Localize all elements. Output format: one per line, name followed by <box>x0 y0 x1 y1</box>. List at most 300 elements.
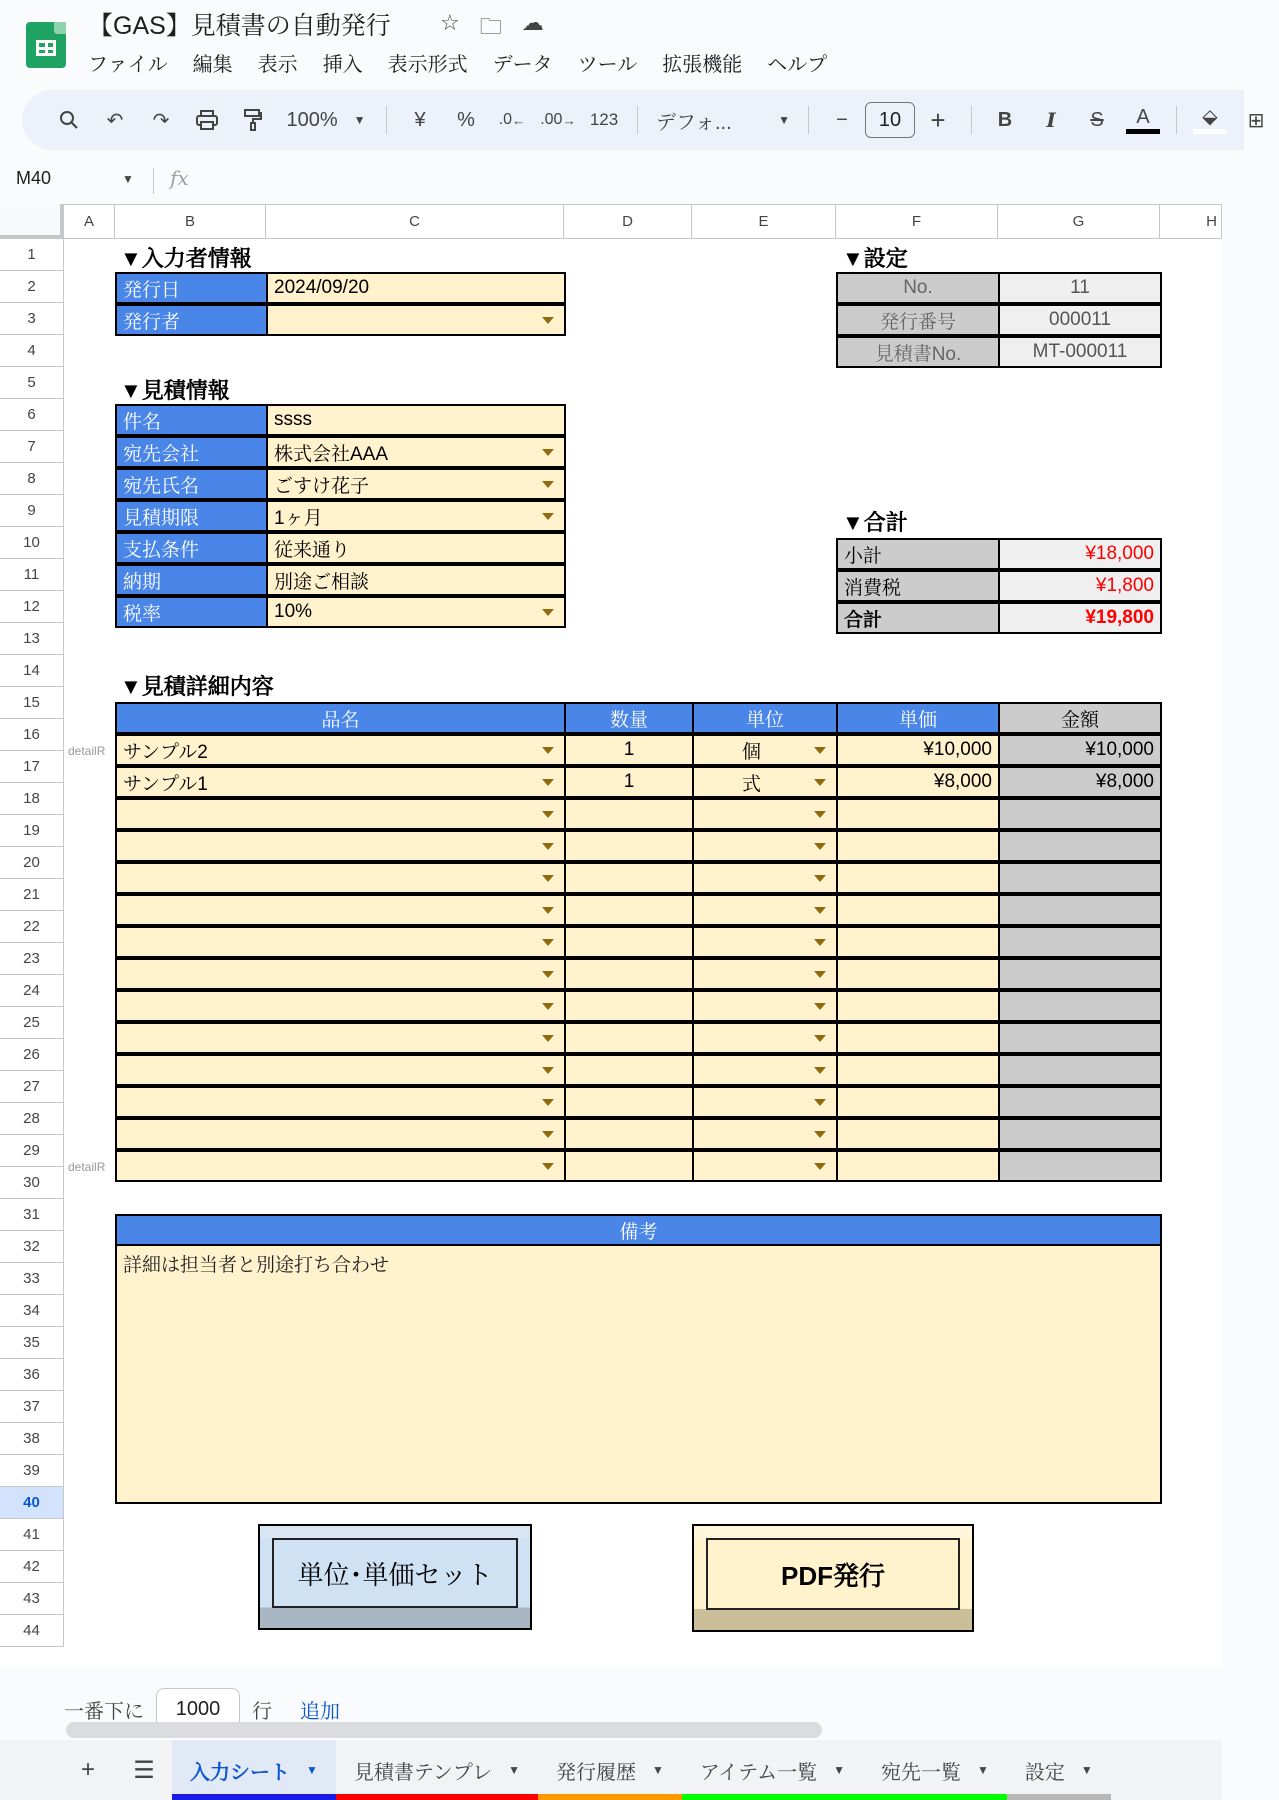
unit-select[interactable] <box>692 990 838 1022</box>
header-quantity: 数量 <box>564 702 694 734</box>
item-name-select[interactable] <box>115 1086 566 1118</box>
dropdown-arrow-icon[interactable] <box>542 481 554 488</box>
dropdown-arrow-icon[interactable] <box>542 1163 554 1170</box>
number-format-button[interactable]: 123 <box>589 110 619 129</box>
quantity-field[interactable] <box>564 1118 694 1150</box>
row-header[interactable]: 1 <box>0 239 64 271</box>
estimate-value: 1ヶ月 <box>274 507 323 529</box>
unit-select[interactable] <box>692 1150 838 1182</box>
row-header[interactable]: 17 <box>0 751 64 783</box>
toolbar-divider <box>386 106 387 134</box>
chevron-down-icon: ▼ <box>778 113 790 127</box>
setting-no-value[interactable]: 11 <box>998 272 1162 304</box>
search-icon[interactable] <box>46 100 92 140</box>
sheet-tab-color-bar <box>538 1794 682 1800</box>
unit-select[interactable] <box>692 926 838 958</box>
label-no: No. <box>836 272 1000 304</box>
section-title-inputter: ▼入力者情報 <box>120 246 252 271</box>
label-total: 合計 <box>836 602 1000 634</box>
dropdown-arrow-icon[interactable] <box>814 747 826 754</box>
item-name-select[interactable] <box>115 1022 566 1054</box>
item-name-select[interactable] <box>115 1150 566 1182</box>
strikethrough-button[interactable] <box>1074 100 1120 140</box>
add-rows-button[interactable]: 追加 <box>300 1700 340 1723</box>
quantity-field[interactable] <box>564 1054 694 1086</box>
unit-select[interactable] <box>692 766 838 798</box>
unit-price-field-value: ¥10,000 <box>923 739 992 760</box>
sheet-tab-color-bar <box>172 1794 336 1800</box>
sheet-tab-label: 設定 <box>1024 1761 1065 1784</box>
estimate-select[interactable] <box>266 500 566 532</box>
menu-view[interactable]: 表示 <box>257 54 298 76</box>
amount-cell[interactable] <box>998 734 1162 766</box>
dropdown-arrow-icon[interactable] <box>814 1003 826 1010</box>
quantity-field[interactable] <box>564 766 694 798</box>
unit-price-field[interactable] <box>836 734 1000 766</box>
amount-cell[interactable] <box>998 1022 1162 1054</box>
dropdown-arrow-icon[interactable] <box>542 317 554 324</box>
dropdown-arrow-icon[interactable] <box>542 971 554 978</box>
header-amount: 金額 <box>998 702 1162 734</box>
dropdown-arrow-icon[interactable] <box>814 843 826 850</box>
unit-select[interactable] <box>692 1086 838 1118</box>
unit-price-field[interactable] <box>836 766 1000 798</box>
dropdown-arrow-icon[interactable] <box>542 907 554 914</box>
item-name-select[interactable] <box>115 1118 566 1150</box>
dropdown-arrow-icon[interactable] <box>542 875 554 882</box>
quantity-field[interactable] <box>564 1086 694 1118</box>
estimate-label: 税率 <box>115 596 268 628</box>
item-name-select-value: サンプル2 <box>123 741 208 763</box>
font-size-decrease-button[interactable]: − <box>836 108 848 131</box>
row-header[interactable]: 5 <box>0 367 64 399</box>
menu-bar <box>88 48 827 77</box>
estimate-select[interactable] <box>266 596 566 628</box>
item-name-select[interactable] <box>115 926 566 958</box>
chevron-down-icon[interactable]: ▼ <box>833 1763 845 1777</box>
horizontal-scrollbar[interactable] <box>66 1722 822 1738</box>
unit-select[interactable] <box>692 1054 838 1086</box>
menu-file[interactable]: ファイル <box>88 54 168 76</box>
estimate-value: ssss <box>274 409 312 430</box>
quantity-field[interactable] <box>564 1022 694 1054</box>
estimate-label: 宛先氏名 <box>115 468 268 500</box>
estimate-field[interactable] <box>266 404 566 436</box>
unit-price-field[interactable] <box>836 1022 1000 1054</box>
item-name-select-value: サンプル1 <box>123 773 208 795</box>
dropdown-arrow-icon[interactable] <box>814 811 826 818</box>
dropdown-arrow-icon[interactable] <box>542 1131 554 1138</box>
column-header-g[interactable]: G <box>998 204 1160 239</box>
quantity-field[interactable] <box>564 734 694 766</box>
strikethrough-icon: S <box>1090 108 1104 131</box>
sheet-tab-label: 宛先一覧 <box>880 1761 961 1784</box>
toolbar <box>22 90 1265 150</box>
amount-cell[interactable] <box>998 830 1162 862</box>
quantity-field[interactable] <box>564 1150 694 1182</box>
move-to-folder-icon[interactable]: 🗀 <box>479 14 502 39</box>
label-subtotal: 小計 <box>836 538 1000 570</box>
sheet-tab-color-bar <box>336 1794 538 1800</box>
quantity-field[interactable] <box>564 926 694 958</box>
dropdown-arrow-icon[interactable] <box>542 1067 554 1074</box>
notes-header: 備考 <box>115 1214 1162 1246</box>
sheet-tabs <box>172 1740 1111 1800</box>
dropdown-arrow-icon[interactable] <box>542 843 554 850</box>
label-estimate-no: 見積書No. <box>836 336 1000 368</box>
column-header-d[interactable]: D <box>564 204 692 239</box>
toolbar-divider <box>637 106 638 134</box>
section-title-estimate: ▼見積情報 <box>120 378 230 403</box>
row-header[interactable]: 14 <box>0 655 64 687</box>
quantity-field[interactable] <box>564 830 694 862</box>
increase-decimal-button[interactable]: .00 → <box>540 111 576 128</box>
menu-extensions[interactable]: 拡張機能 <box>662 54 743 76</box>
dropdown-arrow-icon[interactable] <box>542 1099 554 1106</box>
amount-cell[interactable] <box>998 798 1162 830</box>
menu-tools[interactable]: ツール <box>577 54 638 76</box>
estimate-value: ごすけ花子 <box>274 475 370 497</box>
text-color-button[interactable] <box>1120 100 1166 140</box>
add-rows-count-input[interactable]: 1000 <box>156 1688 240 1730</box>
issue-date-field[interactable]: 2024/09/20 <box>266 272 566 304</box>
row-header[interactable]: 22 <box>0 911 64 943</box>
unit-select[interactable] <box>692 798 838 830</box>
row-header[interactable]: 29 <box>0 1135 64 1167</box>
italic-button[interactable] <box>1028 100 1074 140</box>
row-header[interactable]: 44 <box>0 1615 64 1647</box>
row-header[interactable]: 42 <box>0 1551 64 1583</box>
header-item-name: 品名 <box>115 702 566 734</box>
chevron-down-icon[interactable]: ▼ <box>651 1763 664 1777</box>
row-header[interactable]: 34 <box>0 1295 64 1327</box>
label-tax: 消費税 <box>836 570 1000 602</box>
setting-issue-number-value[interactable]: 000011 <box>998 304 1162 336</box>
notes-field[interactable]: 詳細は担当者と別途打ち合わせ <box>115 1246 1162 1504</box>
row-header[interactable]: 8 <box>0 463 64 495</box>
unit-select[interactable] <box>692 1022 838 1054</box>
item-name-select[interactable] <box>115 830 566 862</box>
paint-format-icon[interactable] <box>230 100 276 140</box>
row-header[interactable]: 13 <box>0 623 64 655</box>
column-header-f[interactable]: F <box>836 204 998 239</box>
sheet-tab-label: 見積書テンプレ <box>353 1761 493 1784</box>
currency-format-button[interactable]: ¥ <box>414 108 426 131</box>
sheet-tab-label: アイテム一覧 <box>699 1761 818 1784</box>
sheet-tab[interactable] <box>538 1740 682 1800</box>
unit-price-field[interactable] <box>836 798 1000 830</box>
add-sheet-icon[interactable]: + <box>80 1756 95 1783</box>
row-header[interactable]: 31 <box>0 1199 64 1231</box>
header-unit-price: 単価 <box>836 702 1000 734</box>
amount-cell[interactable] <box>998 1150 1162 1182</box>
fx-icon: fx <box>170 166 189 190</box>
chevron-down-icon[interactable]: ▼ <box>306 1763 318 1777</box>
unit-price-field[interactable] <box>836 894 1000 926</box>
quantity-field-value: 1 <box>623 771 635 792</box>
column-header-c[interactable]: C <box>266 204 564 239</box>
dropdown-arrow-icon[interactable] <box>542 747 554 754</box>
unit-price-field[interactable] <box>836 862 1000 894</box>
issuer-select[interactable] <box>266 304 566 336</box>
dropdown-arrow-icon[interactable] <box>814 1035 826 1042</box>
title-icons <box>440 10 544 48</box>
sheet-tab[interactable] <box>172 1740 336 1800</box>
dropdown-arrow-icon[interactable] <box>542 513 554 520</box>
star-icon[interactable]: ☆ <box>440 10 460 35</box>
row-header[interactable]: 4 <box>0 335 64 367</box>
sheet-tab[interactable] <box>863 1740 1007 1800</box>
estimate-value: 10% <box>274 601 313 622</box>
dropdown-arrow-icon[interactable] <box>814 907 826 914</box>
item-name-select[interactable] <box>115 798 566 830</box>
item-name-select[interactable] <box>115 958 566 990</box>
paint-bucket-icon: ⬙ <box>1202 105 1218 128</box>
label-issue-number: 発行番号 <box>836 304 1000 336</box>
estimate-field[interactable] <box>266 532 566 564</box>
chevron-down-icon[interactable]: ▼ <box>976 1763 989 1777</box>
row-header[interactable]: 26 <box>0 1039 64 1071</box>
amount-cell[interactable] <box>998 894 1162 926</box>
toolbar-divider <box>1176 106 1177 134</box>
row-header[interactable]: 18 <box>0 783 64 815</box>
unit-select[interactable] <box>692 830 838 862</box>
dropdown-arrow-icon[interactable] <box>542 449 554 456</box>
zoom-value: 100% <box>286 108 338 131</box>
sheet-tab-label: 入力シート <box>190 1761 290 1784</box>
section-title-totals: ▼合計 <box>842 510 908 535</box>
formula-divider <box>153 168 154 194</box>
unit-select[interactable] <box>692 894 838 926</box>
menu-edit[interactable]: 編集 <box>192 54 233 76</box>
quantity-field[interactable] <box>564 798 694 830</box>
unit-price-field[interactable] <box>836 1086 1000 1118</box>
unit-price-field-value: ¥8,000 <box>933 771 992 792</box>
dropdown-arrow-icon[interactable] <box>814 939 826 946</box>
estimate-label: 見積期限 <box>115 500 268 532</box>
dropdown-arrow-icon[interactable] <box>814 1099 826 1106</box>
redo-icon[interactable]: ↷ <box>152 109 170 132</box>
dropdown-arrow-icon[interactable] <box>542 811 554 818</box>
row-header[interactable]: 15 <box>0 687 64 719</box>
row-header[interactable]: 20 <box>0 847 64 879</box>
font-select[interactable] <box>648 100 798 140</box>
unit-price-field[interactable] <box>836 990 1000 1022</box>
font-size-increase-button[interactable]: + <box>930 104 946 135</box>
amount-cell[interactable] <box>998 926 1162 958</box>
sheet-tab-color-bar <box>1007 1794 1111 1800</box>
estimate-value: 従来通り <box>274 539 351 561</box>
sheet-tab[interactable] <box>336 1740 538 1800</box>
section-title-details: ▼見積詳細内容 <box>120 674 274 699</box>
menu-insert[interactable]: 挿入 <box>322 54 363 76</box>
amount-cell-value: ¥8,000 <box>1095 771 1154 792</box>
quantity-field[interactable] <box>564 862 694 894</box>
bold-button[interactable] <box>982 100 1028 140</box>
quantity-field-value: 1 <box>623 739 635 760</box>
amount-cell[interactable] <box>998 1118 1162 1150</box>
label-issue-date: 発行日 <box>115 272 268 304</box>
borders-icon[interactable]: ⊞ <box>1247 109 1265 132</box>
row-header[interactable]: 32 <box>0 1231 64 1263</box>
section-title-settings: ▼設定 <box>842 246 908 271</box>
quantity-field[interactable] <box>564 894 694 926</box>
column-header-e[interactable]: E <box>692 204 836 239</box>
header-unit: 単位 <box>692 702 838 734</box>
unit-select[interactable] <box>692 862 838 894</box>
document-title[interactable]: 【GAS】見積書の自動発行 <box>88 12 391 40</box>
text-color-swatch <box>1126 129 1160 134</box>
total-value: ¥19,800 <box>998 602 1162 634</box>
dropdown-arrow-icon[interactable] <box>814 1163 826 1170</box>
row-header[interactable]: 39 <box>0 1455 64 1487</box>
row-header[interactable]: 40 <box>0 1487 64 1519</box>
row-header[interactable]: 37 <box>0 1391 64 1423</box>
amount-cell[interactable] <box>998 862 1162 894</box>
cloud-saved-icon[interactable]: ☁ <box>521 10 544 35</box>
item-name-select[interactable] <box>115 894 566 926</box>
row-header[interactable]: 12 <box>0 591 64 623</box>
row-header[interactable]: 30 <box>0 1167 64 1199</box>
estimate-select[interactable] <box>266 436 566 468</box>
chevron-down-icon[interactable]: ▼ <box>122 172 134 186</box>
row-header[interactable]: 43 <box>0 1583 64 1615</box>
estimate-label: 件名 <box>115 404 268 436</box>
item-name-select[interactable] <box>115 766 566 798</box>
row-header[interactable]: 33 <box>0 1263 64 1295</box>
amount-cell-value: ¥10,000 <box>1085 739 1154 760</box>
percent-format-button[interactable]: % <box>457 108 475 131</box>
text-color-icon: A <box>1136 105 1150 128</box>
add-rows-suffix: 行 <box>252 1700 272 1723</box>
estimate-select[interactable] <box>266 468 566 500</box>
toolbar-divider <box>808 106 809 134</box>
item-name-select[interactable] <box>115 990 566 1022</box>
item-name-select[interactable] <box>115 862 566 894</box>
item-name-select[interactable] <box>115 734 566 766</box>
chevron-down-icon[interactable]: ▼ <box>1080 1763 1093 1777</box>
print-icon[interactable] <box>184 100 230 140</box>
row-tag: detailR <box>68 1160 106 1174</box>
estimate-label: 納期 <box>115 564 268 596</box>
row-header[interactable]: 35 <box>0 1327 64 1359</box>
menu-format[interactable]: 表示形式 <box>387 54 468 76</box>
row-header[interactable]: 2 <box>0 271 64 303</box>
row-header[interactable]: 3 <box>0 303 64 335</box>
row-header[interactable]: 7 <box>0 431 64 463</box>
select-all-corner[interactable] <box>0 204 64 239</box>
sheets-logo-icon[interactable] <box>26 22 66 68</box>
row-header[interactable]: 16 <box>0 719 64 751</box>
amount-cell[interactable] <box>998 990 1162 1022</box>
column-header-a[interactable]: A <box>64 204 115 239</box>
estimate-label: 支払条件 <box>115 532 268 564</box>
dropdown-arrow-icon[interactable] <box>542 1035 554 1042</box>
sheet-tab-bar <box>0 1740 1222 1800</box>
unit-select[interactable] <box>692 958 838 990</box>
dropdown-arrow-icon[interactable] <box>542 609 554 616</box>
unit-price-field[interactable] <box>836 1054 1000 1086</box>
fill-color-button[interactable] <box>1187 100 1233 140</box>
estimate-field[interactable] <box>266 564 566 596</box>
row-header[interactable]: 38 <box>0 1423 64 1455</box>
fill-color-swatch <box>1193 129 1227 134</box>
column-header-b[interactable]: B <box>115 204 266 239</box>
dropdown-arrow-icon[interactable] <box>814 971 826 978</box>
amount-cell[interactable] <box>998 958 1162 990</box>
set-unit-price-label: 単位･単価セット <box>297 1559 493 1590</box>
row-header[interactable]: 27 <box>0 1071 64 1103</box>
name-box[interactable]: M40 <box>16 168 52 188</box>
row-header[interactable]: 24 <box>0 975 64 1007</box>
row-header[interactable]: 11 <box>0 559 64 591</box>
row-header[interactable]: 36 <box>0 1359 64 1391</box>
amount-cell[interactable] <box>998 1054 1162 1086</box>
dropdown-arrow-icon[interactable] <box>542 1003 554 1010</box>
amount-cell[interactable] <box>998 766 1162 798</box>
row-header[interactable]: 41 <box>0 1519 64 1551</box>
decrease-decimal-button[interactable]: .0 ← <box>498 111 526 128</box>
dropdown-arrow-icon[interactable] <box>814 1131 826 1138</box>
sheet-tab-color-bar <box>682 1794 863 1800</box>
unit-price-field[interactable] <box>836 1118 1000 1150</box>
menu-help[interactable]: ヘルプ <box>767 54 828 76</box>
all-sheets-menu-icon[interactable]: ☰ <box>133 1756 155 1784</box>
quantity-field[interactable] <box>564 958 694 990</box>
item-name-select[interactable] <box>115 1054 566 1086</box>
unit-price-field[interactable] <box>836 1150 1000 1182</box>
toolbar-divider <box>971 106 972 134</box>
row-header[interactable]: 19 <box>0 815 64 847</box>
row-header[interactable]: 23 <box>0 943 64 975</box>
unit-price-field[interactable] <box>836 926 1000 958</box>
row-header[interactable]: 28 <box>0 1103 64 1135</box>
menu-data[interactable]: データ <box>492 54 553 76</box>
estimate-value: 株式会社AAA <box>274 443 389 465</box>
setting-estimate-no-value[interactable]: MT-000011 <box>998 336 1162 368</box>
row-header[interactable]: 6 <box>0 399 64 431</box>
zoom-select[interactable] <box>276 100 376 140</box>
unit-select[interactable] <box>692 1118 838 1150</box>
sheet-tab[interactable] <box>682 1740 863 1800</box>
font-size-input[interactable]: 10 <box>865 102 915 138</box>
unit-price-field[interactable] <box>836 830 1000 862</box>
dropdown-arrow-icon[interactable] <box>814 779 826 786</box>
column-header-h[interactable]: H <box>1160 204 1222 239</box>
chevron-down-icon[interactable]: ▼ <box>508 1763 520 1777</box>
row-header[interactable]: 21 <box>0 879 64 911</box>
estimate-label: 宛先会社 <box>115 436 268 468</box>
add-rows-prefix: 一番下に <box>64 1700 144 1723</box>
dropdown-arrow-icon[interactable] <box>542 939 554 946</box>
row-header[interactable]: 10 <box>0 527 64 559</box>
dropdown-arrow-icon[interactable] <box>542 779 554 786</box>
row-header[interactable]: 25 <box>0 1007 64 1039</box>
pdf-issue-button[interactable] <box>692 1524 974 1632</box>
sheet-tab-color-bar <box>863 1794 1007 1800</box>
amount-cell[interactable] <box>998 1086 1162 1118</box>
unit-select[interactable] <box>692 734 838 766</box>
dropdown-arrow-icon[interactable] <box>814 875 826 882</box>
quantity-field[interactable] <box>564 990 694 1022</box>
estimate-value: 別途ご相談 <box>274 571 370 593</box>
row-header[interactable]: 9 <box>0 495 64 527</box>
unit-price-field[interactable] <box>836 958 1000 990</box>
set-unit-price-button[interactable] <box>258 1524 532 1630</box>
dropdown-arrow-icon[interactable] <box>814 1067 826 1074</box>
undo-icon[interactable]: ↶ <box>106 109 124 132</box>
sheet-tab[interactable] <box>1007 1740 1111 1800</box>
